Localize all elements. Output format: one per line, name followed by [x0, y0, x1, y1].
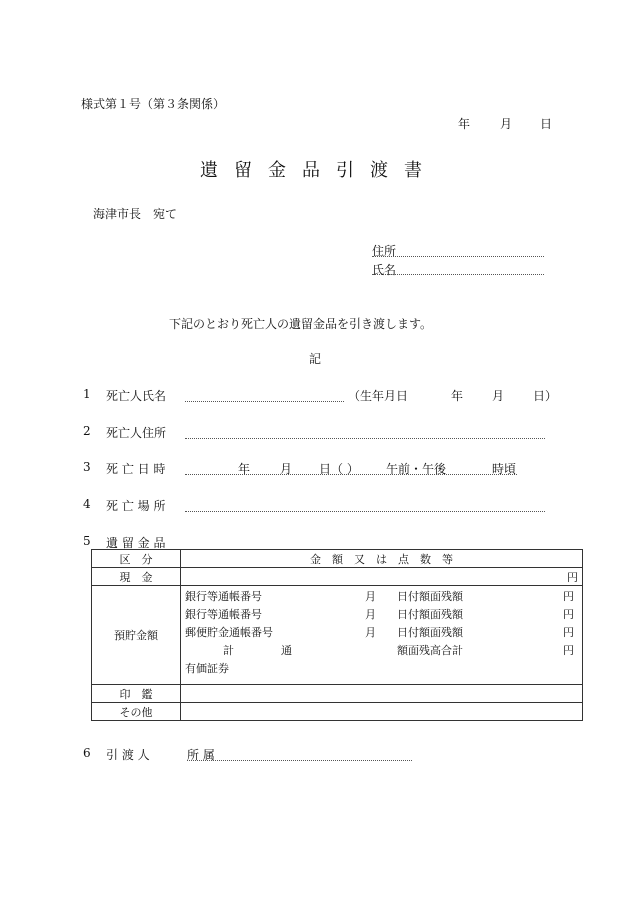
- affiliation-field[interactable]: [187, 760, 412, 761]
- form-number: 様式第１号（第３条関係）: [81, 97, 226, 111]
- deposit-line: [185, 606, 574, 624]
- total-balance-label: 額面残高合計: [397, 644, 463, 657]
- deceased-name-field[interactable]: [185, 401, 344, 402]
- ki-heading: 記: [309, 352, 322, 366]
- seal-cell[interactable]: [181, 685, 583, 703]
- seal-label: 印 鑑: [92, 685, 181, 703]
- item2-label: 死亡人住所: [106, 426, 167, 440]
- title-char: 書: [404, 160, 422, 181]
- item4-number: 4: [83, 497, 91, 511]
- deposit-yen: 円: [563, 608, 574, 621]
- addressee: 海津市長 宛て: [93, 207, 178, 221]
- deposit-yen: 円: [563, 626, 574, 639]
- item1-number: 1: [83, 387, 91, 401]
- item3-number: 3: [83, 460, 91, 474]
- item3-label: 死 亡 日 時: [106, 462, 166, 476]
- deposit-month: 月: [365, 590, 376, 603]
- cash-label: 現 金: [92, 568, 181, 586]
- table-header-row: [92, 550, 583, 568]
- statement-text: 下記のとおり死亡人の遺留金品を引き渡します。: [169, 317, 433, 331]
- deposit-yen: 円: [563, 590, 574, 603]
- date-month-label: 月: [500, 117, 513, 131]
- title-char: 引: [336, 160, 354, 181]
- title-char: 品: [302, 160, 320, 181]
- deposit-line: [185, 624, 574, 642]
- securities-label: 有価証券: [185, 662, 229, 675]
- item5-label: 遺 留 金 品: [106, 536, 166, 550]
- deposit-label: 預貯金額: [92, 586, 181, 685]
- total-kei: 計: [223, 644, 234, 657]
- address-field[interactable]: [372, 256, 544, 257]
- date-day-label: 日: [540, 117, 553, 131]
- deposit-month: 月: [365, 608, 376, 621]
- title-char: 遺: [200, 160, 218, 181]
- cash-row: [92, 568, 583, 586]
- deposit-book-label: 郵便貯金通帳番号: [185, 626, 273, 639]
- deposit-book-label: 銀行等通帳番号: [185, 590, 262, 603]
- birthdate-open: （生年月日: [348, 389, 409, 403]
- other-row: [92, 703, 583, 721]
- belongings-table: [91, 549, 583, 721]
- am-pm-label: 午前・午後: [386, 462, 447, 476]
- affiliation-label: 所 属: [187, 748, 215, 762]
- birth-year-label: 年: [451, 389, 464, 403]
- deposit-total-line: [185, 642, 574, 660]
- header-amount: 金 額 又 は 点 数 等: [181, 550, 583, 568]
- birth-month-label: 月: [492, 389, 505, 403]
- title-char: 留: [234, 160, 252, 181]
- item1-label: 死亡人氏名: [106, 389, 167, 403]
- death-day-paren: 日（ ）: [319, 462, 359, 476]
- death-place-field[interactable]: [185, 511, 545, 512]
- deposit-cell[interactable]: [181, 586, 583, 685]
- other-cell[interactable]: [181, 703, 583, 721]
- date-year-label: 年: [458, 117, 471, 131]
- cash-amount-cell[interactable]: [181, 568, 583, 586]
- other-label: その他: [92, 703, 181, 721]
- deposit-balance-label: 日付額面残額: [397, 590, 463, 603]
- deposit-balance-label: 日付額面残額: [397, 626, 463, 639]
- deposit-row: [92, 586, 583, 685]
- total-yen: 円: [563, 644, 574, 657]
- title-char: 渡: [370, 160, 388, 181]
- address-label: 住所: [372, 244, 397, 258]
- deposit-book-label: 銀行等通帳番号: [185, 608, 262, 621]
- total-tsu: 通: [281, 644, 292, 657]
- item4-label: 死 亡 場 所: [106, 499, 166, 513]
- death-month-label: 月: [280, 462, 293, 476]
- deposit-line: [185, 588, 574, 606]
- item5-number: 5: [83, 534, 91, 548]
- birth-day-close: 日）: [533, 389, 558, 403]
- name-field[interactable]: [372, 274, 544, 275]
- cash-yen: 円: [567, 570, 578, 584]
- deceased-address-field[interactable]: [185, 438, 545, 439]
- title-char: 金: [268, 160, 286, 181]
- time-label: 時頃: [492, 462, 517, 476]
- deposit-month: 月: [365, 626, 376, 639]
- seal-row: [92, 685, 583, 703]
- document-title: [192, 156, 430, 182]
- item6-number: 6: [83, 746, 91, 760]
- item6-label: 引 渡 人: [106, 748, 150, 762]
- deposit-balance-label: 日付額面残額: [397, 608, 463, 621]
- securities-line: [185, 660, 574, 678]
- header-category: 区 分: [92, 550, 181, 568]
- name-label: 氏名: [372, 263, 397, 277]
- death-year-label: 年: [238, 462, 251, 476]
- item2-number: 2: [83, 424, 91, 438]
